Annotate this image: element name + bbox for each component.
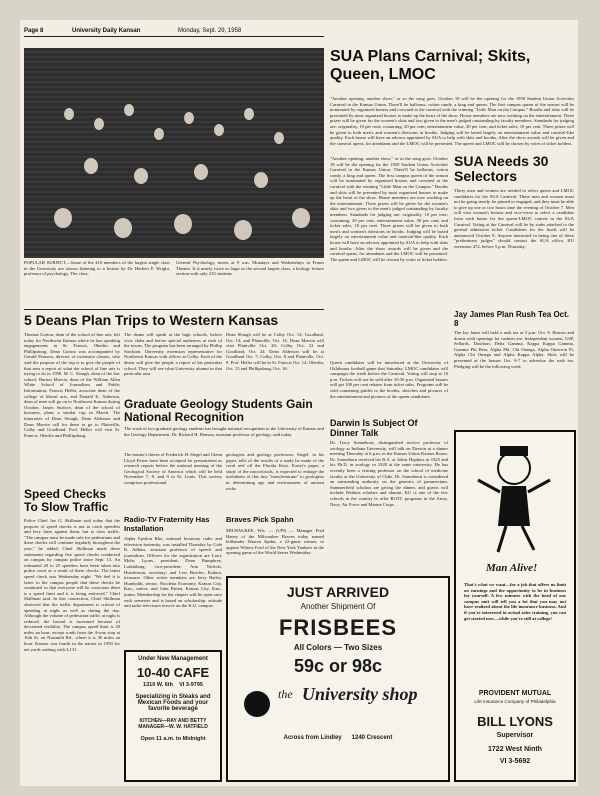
darwin-headline: Darwin Is Subject Of Dinner Talk (330, 418, 418, 438)
cafe-owners: KITCHEN—RAY AND BETTY MANAGER—W. W. HATFIELD (138, 718, 208, 730)
sua-body: "Another opening, another show," or so the song goes. October 18 will be the opening for the 1958 Student Union Activities Carnival in the Kansas Union. There'll be balloons, cotton candy, a king and queen. The first campus queen of the season will be nominated by organized houses and crowned at the carnival with the winning "Little Man on the Campus." Booths and skits will be presented by most organized houses to make up the heart of the show. House members are now working on the entertainment. Three prizes will be given for the women's skits and two given to the men's judged outstanding by faculty members. Standards for judging are: originality, 10 per cent; costuming, 20 per cent; entertainment value, 30 per cent; and ticket sales, 10 per cent. Three prizes will be given to both men's and women's divisions in booths. Judging will be based largely on entertainment value and carnival-like quality. Each house will have an advisor appointed by SUA to help with skits and booths. After the show awards will be given and the carnival opens, for attendants and the LMOC will be presented. The queen and LMOC will be chosen by votes of ticket holders. (330, 156, 448, 262)
darwin-body: Dr. Tracy Sonneborn, distinguished service professor of zoology at Indiana University, will talk on Darwin at a dinner meeting Thursday at 6 p.m. in the Kansas Union Kansas Room. Dr. Sonneborn received his B.A. at Johns Hopkins in 1925 and his Ph.D. in zoology in 1928 at the same university. He has recently been a visiting professor on the school of medicine faculty at the University of Chile. Dr. Sonneborn is considered an outstanding authority on the genetics of paramecium. Summerfield scholars are giving the dinner, and guests will include Watkins scholars and alumni. KU is one of the few schools in the country to offer ROTC programs in the Army, Navy, Air Force and Marine Corps. (330, 440, 448, 507)
little-man-icon (464, 440, 564, 560)
newspaper-page (20, 20, 578, 786)
provident-agent: BILL LYONS (477, 714, 553, 729)
store-mascot-icon (244, 691, 270, 717)
radio-body: Alpha Epsilon Rho, national honorary radio and television fraternity, was installed Thursday by Gale R. Adkins, assistant professor of speech and journalism. Officers for the organization are Larry Mohr, Lyons, president; Dean Humphrey, Larkinburg, vice-president; Ann Nichols, Hutchinson, secretary; and Lew Bowles, Eudora, treasurer. Other active members are Jerry Bailey, Humboldt, senior; Nicoletta Economy, Kansas City, Kan., senior; and John Patten, Kansas City, Kan., junior. Membership for the chapter will be open once each semester and is based on scholarship, attitude and radio-television service on the K.U. campus. (124, 536, 222, 609)
radio-headline: Radio-TV Fraternity Has Installation (124, 515, 210, 533)
jay-james-body: The Jay Janes will hold a rush tea at 3 p.m. Oct. 8. Houses and dorms with openings for rushees are: Independent women, GSP, Sellards, Douthart, Delta Gamma, Kappa Kappa Gamma, Gamma Phi Beta, Alpha Phi, Chi Omega, Alpha Omicron Pi, Alpha Chi Omega and Alpha Kappa Alpha. Skits will be presented at the houses Oct. 6-7 to advertise the rush tea. Pledging will be the following week. (454, 330, 574, 369)
deans-col2: The deans will speak at the high schools, before civic clubs and before special audiences at each of the towns. The program has been arranged by Phillip Stockton, University extension representative for Northwest Kansas with offices at Colby. Each of the deans will give the people a report of his particular school. They will see what University alumni in that particular area (124, 332, 222, 377)
provident-title: Supervisor (496, 732, 534, 739)
provident-body: That's what we want—for a job that offers no limit on earnings and the opportunity to be in business for yourself. A few minutes with the head of our campus unit will tell you a lot that you may not have realized about the life insurance business. And if you're interested in actual sales training, you can get started now—while you're still at college! (464, 582, 566, 621)
cafe-top: Under New Management (138, 656, 208, 662)
frisbee-line2: Another Shipment Of (300, 602, 376, 611)
store-location: Across from Lindley (283, 735, 342, 741)
braves-headline: Braves Pick Spahn (226, 515, 294, 524)
paper-name: University Daily Kansan (72, 28, 141, 34)
page-label: Page 8 (24, 28, 44, 34)
sua-lead: "Another opening, another show," or so the song goes. October 18 will be the opening for the 1958 Student Union Activities Carnival in the Kansas Union. There'll be balloons, cotton candy, a king and queen. The first campus queen of the season will be nominated by organized houses and crowned at the carnival with the winning "Little Man on the Campus." Booths and skits will be presented by most organized houses to make up the heart of the show. House members are now working on the entertainment. Three prizes will be given for the women's skits and two given to the men's judged outstanding by faculty members. Standards for judging are: originality, 10 per cent; costuming, 20 per cent; entertainment value, 30 per cent; and ticket sales, 10 per cent. Three prizes will be given to both men's and women's divisions in booths. Judging will be based largely on entertainment value and carnival-like quality. Each house will have an advisor appointed by SUA to help with skits and booths. After the show awards will be given and the carnival opens, for attendants and the LMOC will be presented. The queen and LMOC will be chosen by votes of ticket holders. (330, 96, 574, 146)
cafe-specialties: Specializing in Steaks and Mexican Foods and your favorite beverage (135, 694, 211, 712)
masthead-rule (24, 36, 324, 37)
cafe-address: 1310 W. 6th (143, 682, 173, 688)
speed-headline: Speed Checks To Slow Traffic (24, 487, 109, 514)
provident-company: PROVIDENT MUTUAL (478, 690, 552, 697)
geology-col2: geologists and geology professors. Siegel, in his paper, tells of the results of a study he made of the coral reef off the Florida Keys. Foster's paper, a study of the microfossils, is expected to enlarge the usefulness of this tiny "musclemiruin" to geologists in determining age and environment of ancient rocks. (226, 452, 324, 491)
deans-headline: 5 Deans Plan Trips to Western Kansas (24, 312, 279, 328)
frisbee-ad (226, 576, 450, 782)
geology-lead: The work of two graduate geology students has brought national recognition to the University of Kansas and the Geology Department, Dr. Richard H. Benson, assistant professor of geology, said today. (124, 426, 324, 437)
photo-caption-right: General Psychology, meets at 9 a.m. Mondays and Wednesdays in Fraser Theater. It is nearly twice as large as the second largest class, a biology lecture section with only 210 students. (176, 260, 324, 277)
frisbee-price: 59c or 98c (293, 656, 383, 676)
cafe-name: 10-40 CAFE (136, 665, 210, 680)
sua-headline: SUA Plans Carnival; Skits, Queen, LMOC (330, 48, 531, 83)
frisbee-product: FRISBEES (278, 615, 398, 640)
photo-caption-left: POPULAR SUBJECT—Some of the 410 members of the largest single class in the University are shown listening to a lecture by Dr. Herbert F. Wright, professor of psychology. The class, (24, 260, 170, 277)
deans-col3: Dean Slough will be at Colby Oct. 13; Goodland, Oct. 14; and Plainville, Oct. 16. Dean Marvin will visit Plainville Oct. 20; Colby, Oct. 22 and Goodland, Oct. 24. Dean Alderson will be at Goodland Oct. 7; Colby, Oct. 8 and Plainville, Oct. 9. Prof. Heller will be in St. Francis Oct. 14; Oberlin, Oct. 15 and Phillipsburg, Oct. 16. (226, 332, 324, 371)
cafe-ad (124, 650, 222, 782)
deans-rule (24, 309, 324, 310)
deans-col1: Thomas Gorton, dean of the school of fine arts, left today for Northwest Kansas where he has speaking engagements in St. Francis, Oberlin and Phillipsburg. Dean Gorton was accompanied by Gerald Pearson, director of extension classes, who said the purpose of the trip is to give the people of that area a report of what the school of fine arts is trying to do in 1958. M. C. Slough, dean of the law school, Burton Marvin, dean of the William Allen White School of Journalism and Public Information; Francis Heller, associate dean of the college of liberal arts, and Donald K. Alderson, dean of men will go on to Northwest Kansas during October. James Surface, dean of the school of business, plans a similar trip in March. The itineraries of Dean Slough, Dean Alderson and Dean Marvin call for them to go to Plainville, Colby and Goodland. Prof. Heller will visit St. Francis, Oberlin and Phillipsburg. (24, 332, 120, 438)
store-the: the (278, 687, 293, 701)
lecture-photo (24, 48, 324, 258)
store-address: 1240 Crescent (351, 735, 393, 741)
braves-body: MILWAUKEE, Wis. — (UPI) — Manager Fred Haney of the Milwaukee Braves today named lefthander Warren Spahn, a 22-game winner, to oppose Whitey Ford of the New York Yankees in the opening game of the World Series Wednesday. (226, 528, 324, 556)
sua-continued: Queen candidates will be introduced at the University of Oklahoma football game that Saturday. LMOC candidates will campaign the week before the Carnival. Voting will stop at 10 p.m. Tickets will not be sold after 10:30 p.m. Organized houses will get 100 per cent rebates from ticket sales. Programs will be sold containing guides to the booths, sketches and pictures of the entertainment and pictures of the queen candidates. (330, 360, 448, 399)
provident-phone: VI 3-5692 (499, 758, 531, 765)
selectors-body: Thirty men and women are needed to select queen and LMOC candidates for the SUA Carnival. These men and women must not be going steady, be pinned or engaged, and they must be able to give up one or two hours time the evening of October 7. Men will visit women's houses and vice-versa to select a candidate from each house for the queen-LMOC contest in the SUA Carnival. Voting at the Carnival will be by stubs attached to the general admission ticket. Candidates for the finals will be announced October 8. Anyone interested in being one of these "preliminary judges" should contact the SUA office, KU extension 472, before 5 p.m. Thursday. (454, 188, 574, 249)
selectors-headline: SUA Needs 30 Selectors (454, 153, 549, 184)
issue-date: Monday, Sept. 29, 1958 (178, 28, 242, 34)
cafe-hours: Open 11 a.m. to Midnight (140, 736, 206, 742)
speed-body: Police Chief Joe G. Skillman said today that the purpose of speed checks is not to catch speeders and levy fines against them, but to slow traffic. "The campus must be made safe for pedestrians and these checks will continue regularly throughout the year," he added. Chief Skillman made these statements regarding five speed checks conducted on campus by campus police since Sept. 15. An estimated 20 to 25 speeders have been taken into police court as a result of these checks. The latest speed check was Wednesday night. "We feel it is fairer to the campus people that these checks be continued so that everyone will be conscious there is a speed limit and it is being enforced," Chief Skillman said. In this connection, Chief Skillman observed that the traffic department is critical of speeding at night as well as during the day. Although the volume of pedestrian traffic at night is reduced, the hazard is increased because of decreased visibility. The campus speed limit is 20 miles an hour, except south from the 4-way stop at 16th St. on Naismith Rd., where it is 30 miles an hour. Kansas was fourth in the nation in 1950 for net yards rushing with 3,131. (24, 518, 120, 652)
cafe-phone: VI 3-9795 (179, 682, 203, 688)
frisbee-line1: JUST ARRIVED (286, 584, 390, 600)
provident-company-sub: Life Insurance Company of Philadelphia (474, 699, 556, 704)
geology-col1: The master's theses of Frederick H. Siegel and Glenn Lloyd Foster have been accepted for presentation as research reports before the national meeting of the Geological Society of America which will be held November 7, 8, and 9 in St. Louis. This society comprises professional (124, 452, 222, 485)
geology-headline: Graduate Geology Students Gain National Recognition (124, 397, 313, 424)
store-name: University shop (302, 684, 418, 704)
frisbee-line3: All Colors — Two Sizes (293, 643, 383, 652)
provident-ad (454, 430, 576, 782)
provident-slogan: Man Alive! (486, 562, 538, 574)
provident-address: 1722 West Ninth (488, 746, 542, 753)
jay-james-headline: Jay James Plan Rush Tea Oct. 8 (454, 310, 570, 328)
